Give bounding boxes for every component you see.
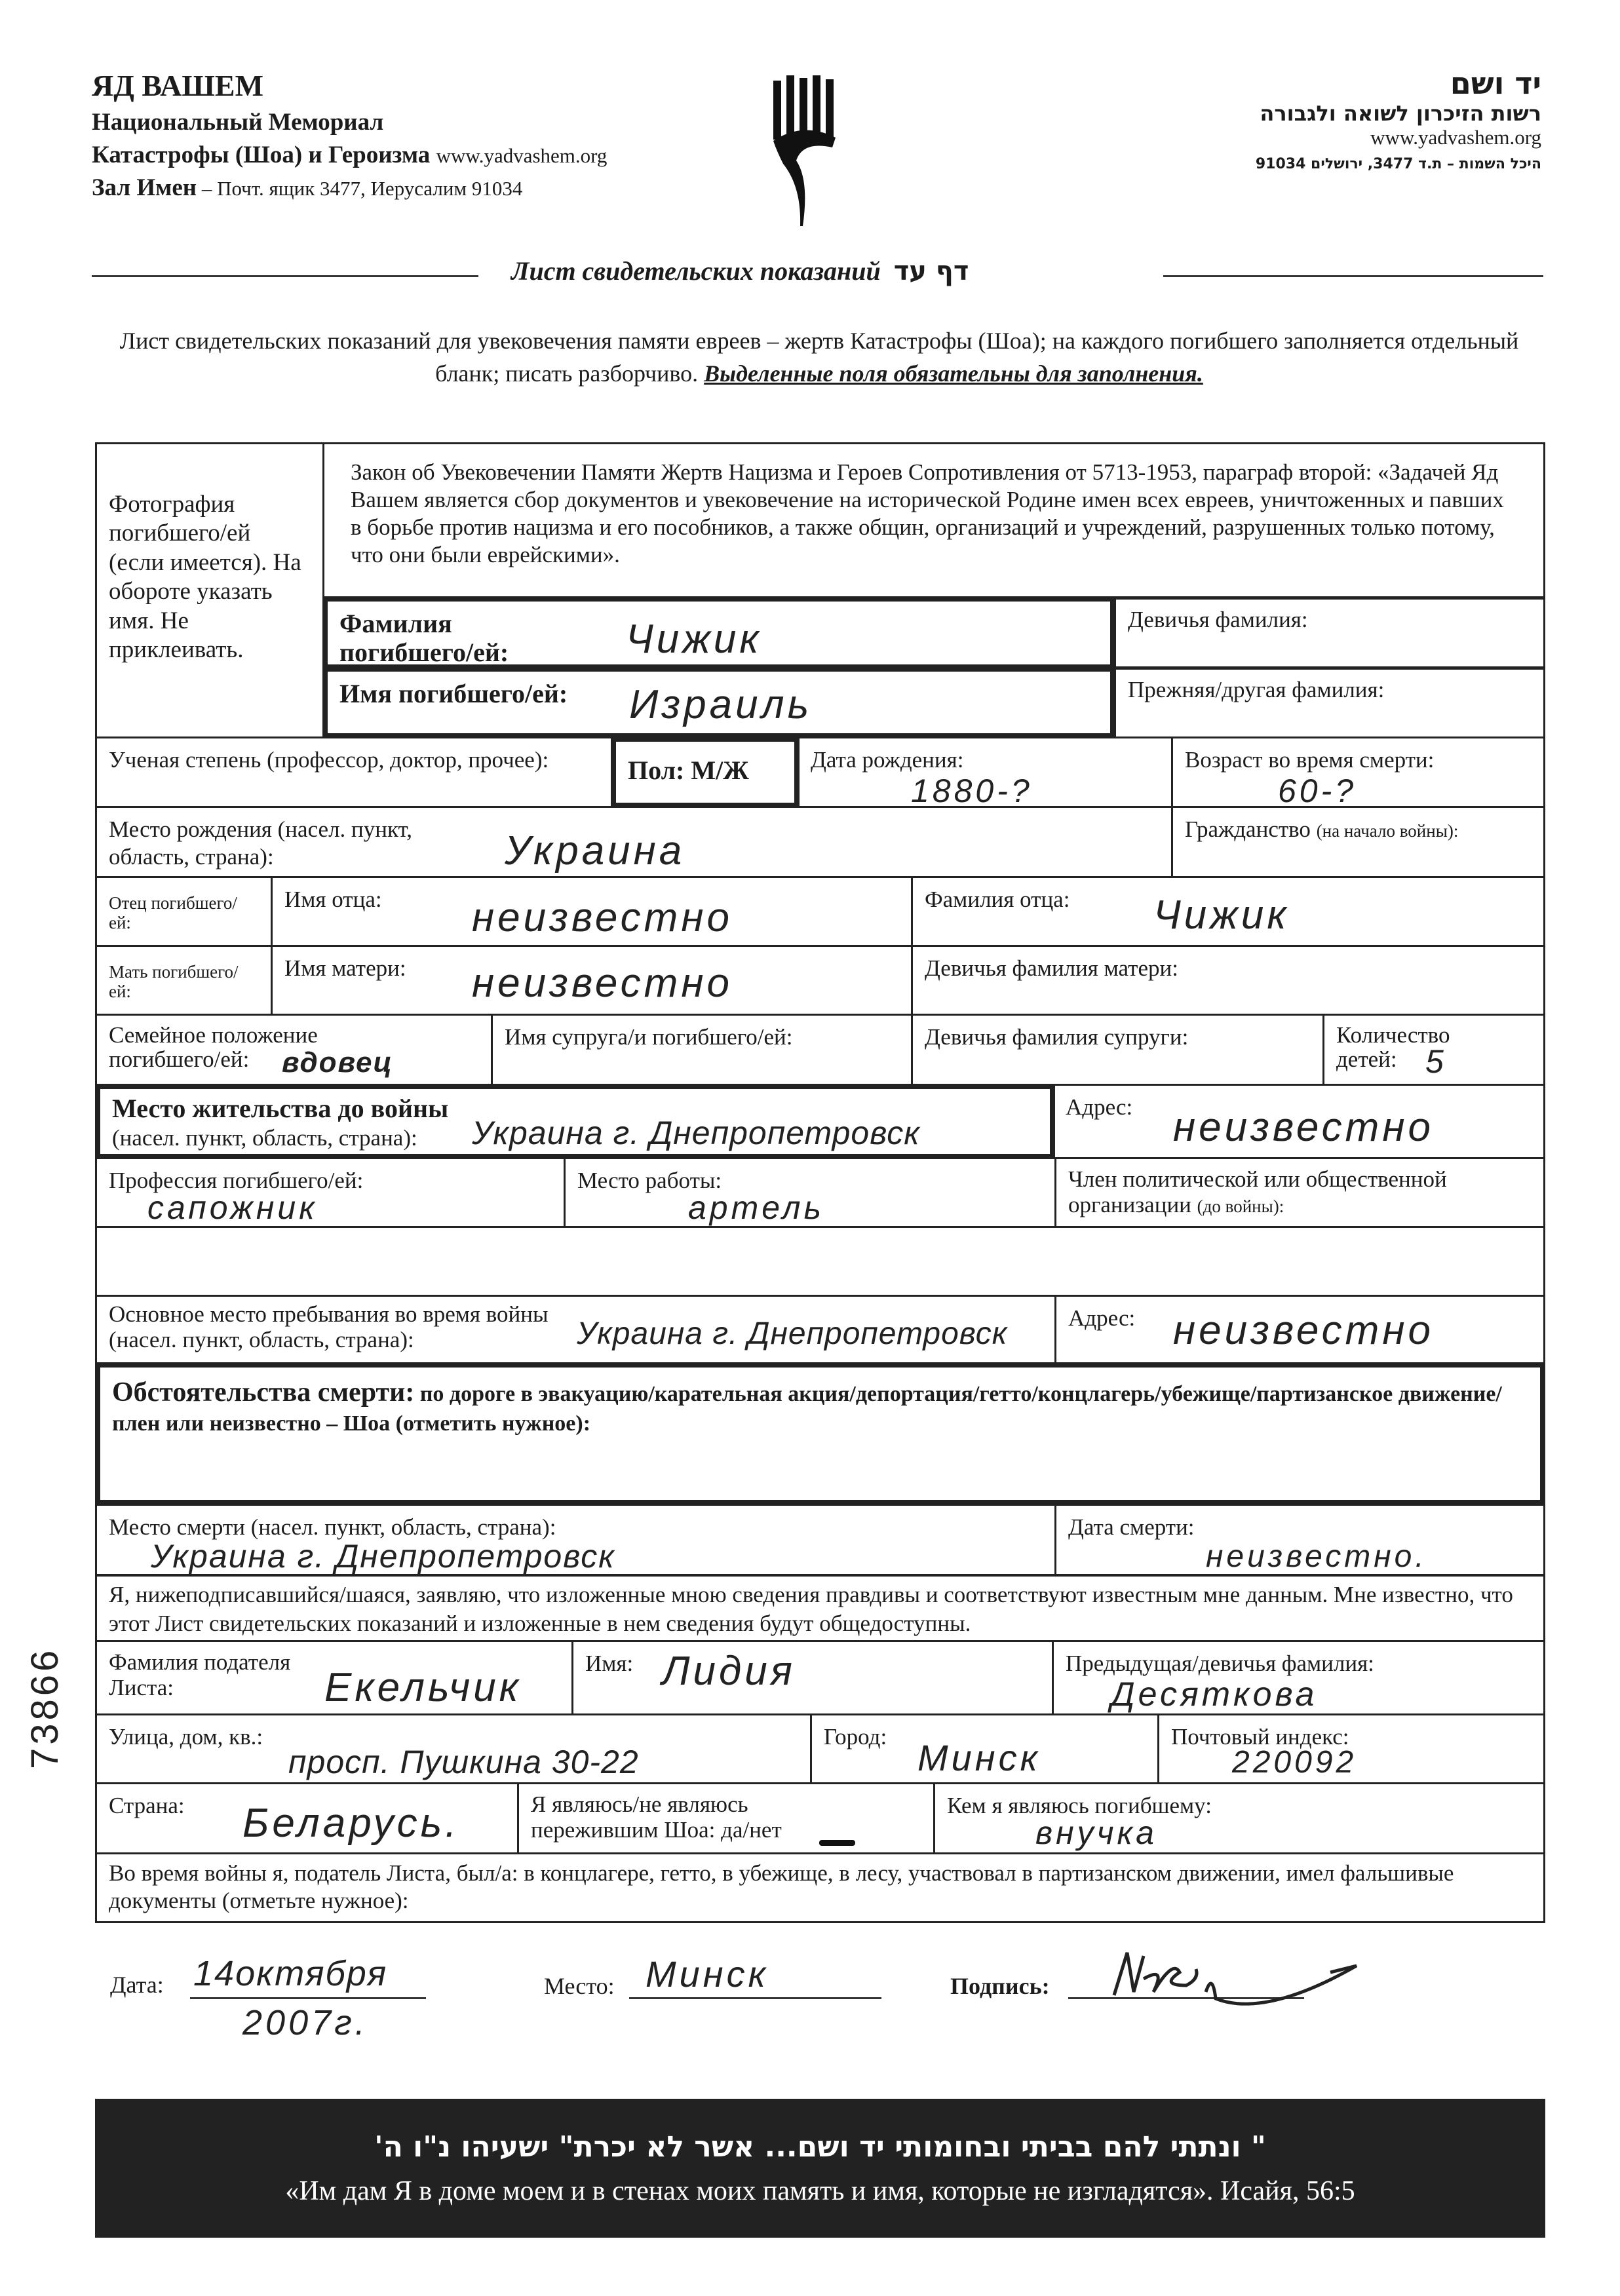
children-count-label: Количество детей: (1336, 1022, 1450, 1072)
mother-label: Мать погибшего/ей: (95, 945, 273, 1016)
survivor-no-mark (819, 1840, 855, 1846)
title-rule-left (92, 275, 478, 277)
profession-field[interactable]: Профессия погибшего/ей: (95, 1157, 566, 1228)
place-label: Место: (544, 1973, 615, 1999)
victim-name-value: Израиль (629, 682, 813, 727)
org-header-he (1256, 66, 1541, 172)
title-rule-right (1163, 275, 1543, 277)
mother-name-value: неизвестно (472, 961, 733, 1006)
he-address: היכל השמות – ת.ד 3477, ירושלים 91034 (1255, 156, 1541, 172)
quote-hebrew: " ונתתי להם בביתי ובחומותי יד ושם... אשר לא יכרת" ישעיהו נ"ו ה' (374, 2130, 1266, 2164)
death-place-value: Украина г. Днепропетровск (151, 1538, 615, 1575)
workplace-value: артель (688, 1189, 824, 1226)
submitter-surname-label: Фамилия подателя Листа: (109, 1649, 291, 1700)
membership-note: (до войны): (1197, 1196, 1284, 1216)
residence-sublabel: (насел. пункт, область, страна): (112, 1125, 417, 1151)
survivor-label: Я являюсь/не являюсь пережившим Шоа: да/нет (531, 1791, 782, 1843)
other-surname-field[interactable]: Прежняя/другая фамилия: (1114, 666, 1545, 738)
father-label: Отец погибшего/ей: (95, 876, 273, 947)
org-line-3: Катастрофы (Шоа) и Героизма (92, 142, 431, 169)
victim-surname-label: Фамилия погибшего/ей: (339, 609, 509, 667)
registration-number: 73866 (24, 1647, 66, 1769)
relation-field[interactable]: Кем я являюсь погибшему: (933, 1782, 1545, 1854)
intro-instructions: Лист свидетельских показаний для увековечения памяти евреев – жертв Катастрофы (Шоа); на каждого погибшего заполняется отдельный бланк; писать разборчиво. (119, 328, 1519, 387)
date-label: Дата: (110, 1972, 164, 1998)
submitter-name-field[interactable]: Имя: (571, 1640, 1054, 1715)
workplace-field[interactable]: Место работы: (564, 1157, 1056, 1228)
hall-of-names: Зал Имен (92, 174, 197, 201)
children-count-value: 5 (1425, 1043, 1447, 1080)
wartime-address-value: неизвестно (1173, 1308, 1434, 1353)
submitter-prev-surname-value: Десяткова (1111, 1675, 1318, 1713)
org-name-ru: ЯД ВАШЕМ (92, 69, 263, 102)
country-value: Беларусь. (242, 1801, 460, 1846)
age-at-death-value: 60-? (1278, 773, 1357, 809)
father-surname-value: Чижик (1153, 892, 1290, 938)
submitter-surname-value: Екельчик (324, 1665, 522, 1710)
website-right: www.yadvashem.org (1370, 126, 1541, 149)
place-value: Минск (646, 1953, 769, 1995)
father-surname-field[interactable]: Фамилия отца: (911, 876, 1545, 947)
sex-field[interactable]: Пол: М/Ж (611, 737, 800, 808)
website-left: www.yadvashem.org (436, 144, 608, 168)
death-date-field[interactable]: Дата смерти: (1054, 1504, 1545, 1576)
father-name-value: неизвестно (472, 895, 733, 940)
marital-status-label: Семейное положение погибшего/ей: (109, 1022, 318, 1072)
address-field[interactable]: Адрес: (1052, 1084, 1545, 1159)
marital-status-value: вдовец (282, 1046, 393, 1079)
title-he: דף עד (893, 256, 969, 286)
degree-field[interactable]: Ученая степень (профессор, доктор, прочее): (95, 737, 614, 808)
political-membership-field[interactable] (1054, 1157, 1545, 1228)
victim-name-label: Имя погибшего/ей: (339, 679, 568, 708)
quote-russian: «Им дам Я в доме моем и в стенах моих память и имя, которые не изгладятся». Исайя, 56:5 (285, 2176, 1355, 2206)
quote-banner (95, 2099, 1545, 2238)
place-line (629, 1997, 881, 1999)
country-field[interactable]: Страна: (95, 1782, 519, 1854)
wartime-place-label: Основное место пребывания во время войны (насел. пункт, область, страна): (109, 1301, 549, 1352)
spouse-name-field[interactable]: Имя супруга/и погибшего/ей: (491, 1014, 913, 1086)
street-value: просп. Пушкина 30-22 (288, 1744, 639, 1780)
org-name-he: יד ושם (1450, 66, 1541, 101)
city-value: Минск (917, 1737, 1041, 1778)
death-date-value: неизвестно. (1206, 1539, 1427, 1574)
date-line (190, 1997, 426, 1999)
empty-row[interactable] (95, 1226, 1545, 1297)
intro-text (105, 324, 1533, 391)
photo-cell[interactable]: Фотография погибшего/ей (если имеется). На обороте указать имя. Не приклеивать. (95, 442, 324, 738)
death-place-field[interactable]: Место смерти (насел. пункт, область, страна): (95, 1504, 1056, 1576)
birth-date-value: 1880-? (911, 773, 1033, 809)
signature-label: Подпись: (950, 1973, 1050, 1999)
signature-image (1108, 1940, 1435, 2025)
residence-label: Место жительства до войны (112, 1094, 449, 1123)
street-field[interactable]: Улица, дом, кв.: (95, 1713, 812, 1784)
death-circumstances-options: по дороге в эвакуацию/карательная акция/депортация/гетто/концлагерь/убежище/партизанское движение/плен или неизвестно – Шоа (отметить нужное): (112, 1382, 1502, 1436)
zip-field[interactable]: Почтовый индекс: (1157, 1713, 1545, 1784)
org-header-ru (92, 66, 607, 204)
age-at-death-field[interactable]: Возраст во время смерти: (1171, 737, 1545, 808)
postal-address-ru: – Почт. ящик 3477, Иерусалим 91034 (197, 176, 523, 200)
city-field[interactable]: Город: (810, 1713, 1159, 1784)
zip-value: 220092 (1232, 1745, 1357, 1780)
membership-label: Член политической или общественной организации (1068, 1166, 1447, 1217)
relation-value: внучка (1035, 1814, 1157, 1851)
date-year-value: 2007г. (242, 2003, 368, 2042)
form-title (511, 256, 969, 286)
date-value: 14октября (193, 1954, 388, 1993)
birth-date-field[interactable]: Дата рождения: (797, 737, 1173, 808)
law-text: Закон об Увековечении Памяти Жертв Нацизма и Героев Сопротивления от 5713-1953, параграф второй: «Задачей Яд Вашем является сбор документов и увековечение на исторической Родине имен всех евреев, уничтоженных и павших в борьбе против нацизма и его пособников, а также общин, организаций и учреждений, разрушенных только потому, что они были еврейскими». (322, 442, 1545, 600)
declaration-text: Я, нижеподписавшийся/шаяся, заявляю, что изложенные мною сведения правдивы и соответствуют известным мне данным. Мне известно, что этот Лист свидетельских показаний и изложенные в нем сведения будут общедоступны. (95, 1575, 1545, 1642)
required-fields-note: Выделенные поля обязательны для заполнения. (704, 360, 1203, 387)
wartime-place-value: Украина г. Днепропетровск (577, 1316, 1008, 1351)
mother-name-field[interactable]: Имя матери: (271, 945, 913, 1016)
submitter-wartime-field[interactable]: Во время войны я, податель Листа, был/а: в концлагере, гетто, в убежище, в лесу, участвовал в партизанском движении, имел фальшивые документы (отметьте нужное): (95, 1852, 1545, 1923)
birthplace-value: Украина (505, 828, 685, 873)
citizenship-field[interactable] (1171, 806, 1545, 878)
org-line-2: Национальный Мемориал (92, 109, 384, 136)
wartime-address-field[interactable]: Адрес: (1054, 1295, 1545, 1364)
maiden-name-field[interactable]: Девичья фамилия: (1114, 596, 1545, 670)
spouse-maiden-field[interactable]: Девичья фамилия супруги: (911, 1014, 1324, 1086)
birthplace-label: Место рождения (насел. пункт, область, страна): (109, 816, 412, 870)
citizenship-label: Гражданство (1185, 816, 1311, 842)
profession-value: сапожник (147, 1189, 318, 1226)
address-value: неизвестно (1173, 1105, 1434, 1150)
residence-value: Украина г. Днепропетровск (472, 1115, 920, 1151)
survivor-field[interactable] (517, 1782, 935, 1854)
mother-maiden-field[interactable]: Девичья фамилия матери: (911, 945, 1545, 1016)
father-name-field[interactable]: Имя отца: (271, 876, 913, 947)
death-circumstances-label: Обстоятельства смерти: (112, 1377, 415, 1407)
yad-vashem-logo (770, 75, 849, 226)
title-ru: Лист свидетельских показаний (511, 256, 881, 286)
victim-surname-value: Чижик (626, 617, 762, 662)
submitter-name-value: Лидия (662, 1649, 796, 1694)
citizenship-note: (на начало войны): (1316, 821, 1459, 841)
submitter-prev-surname-field[interactable]: Предыдущая/девичья фамилия: (1052, 1640, 1545, 1715)
death-circumstances-field[interactable] (95, 1362, 1545, 1505)
he-line-2: רשות הזיכרון לשואה ולגבורה (1260, 101, 1541, 126)
